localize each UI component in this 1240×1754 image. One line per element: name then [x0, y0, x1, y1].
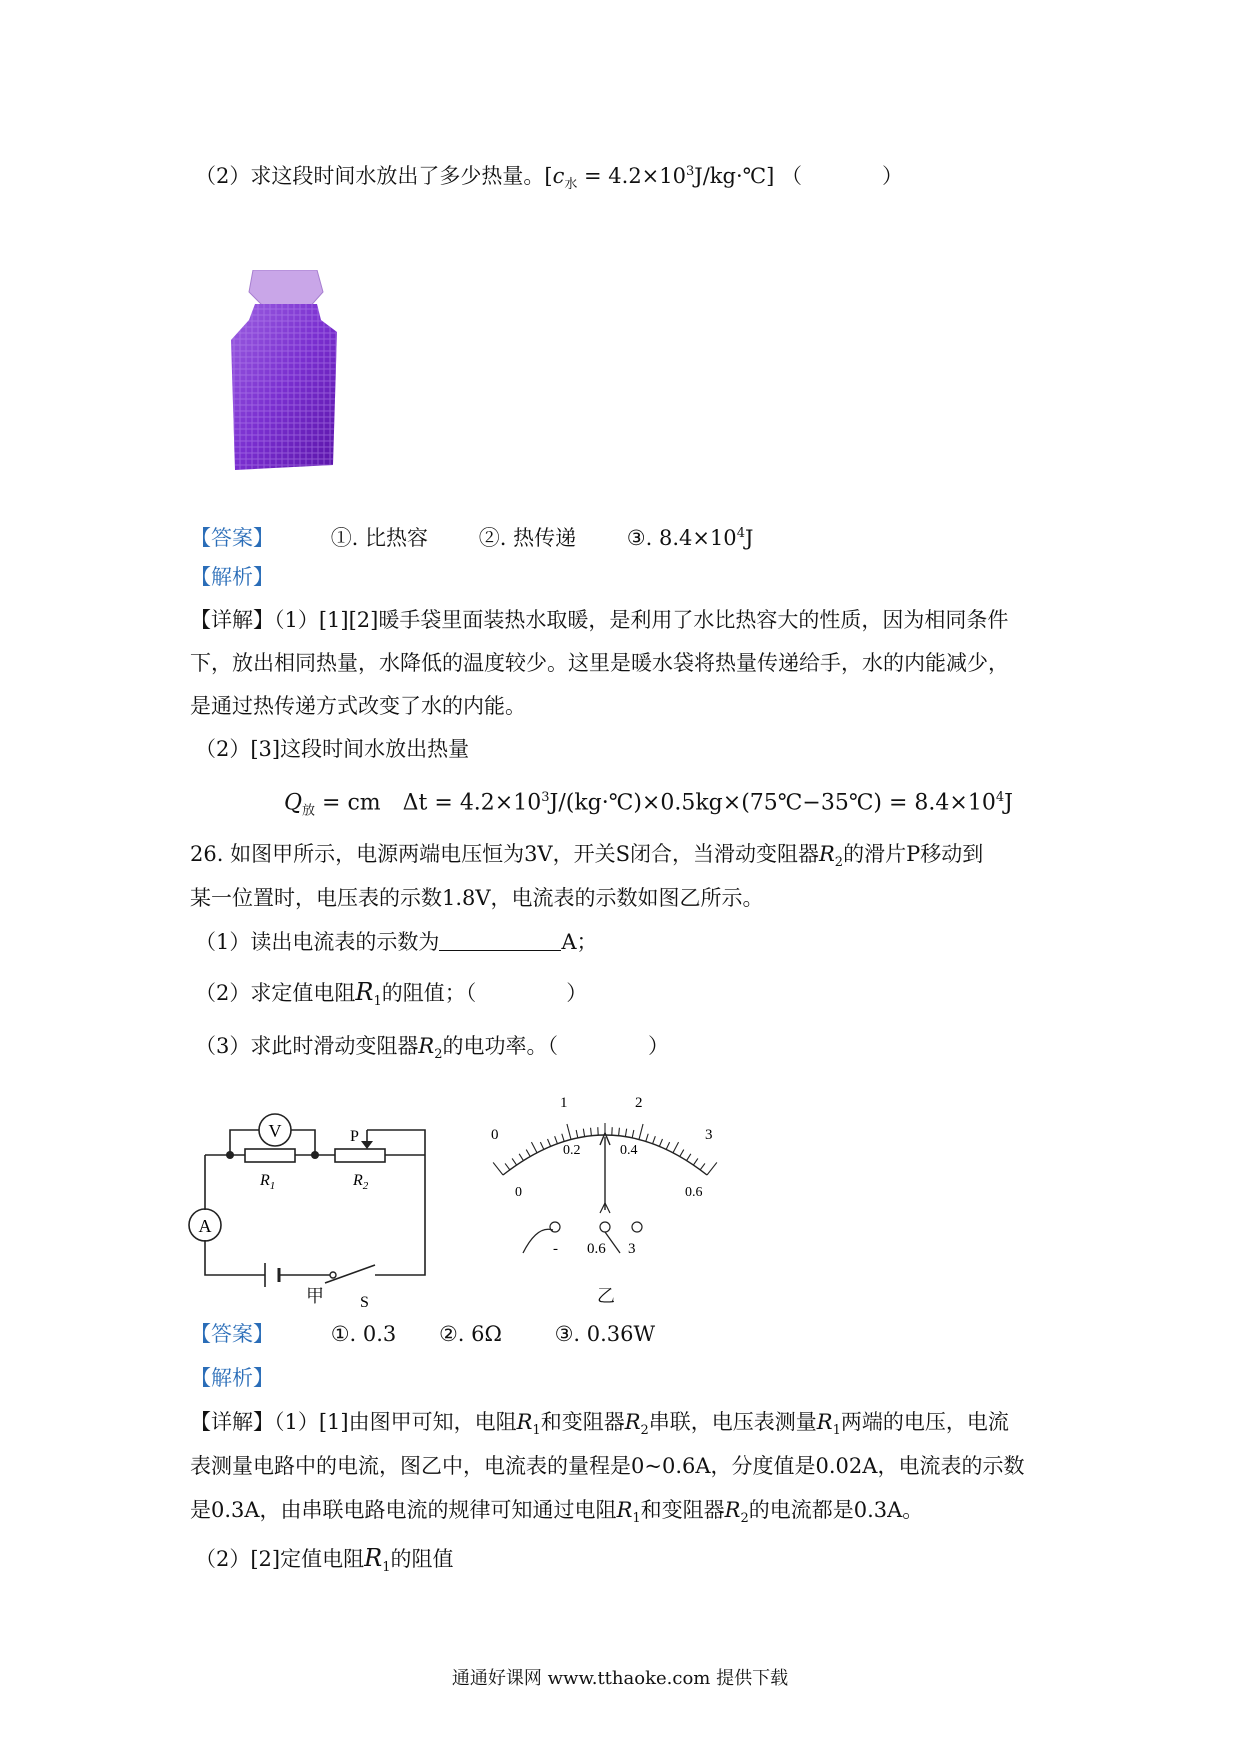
top-tick-0: 0: [491, 1127, 499, 1143]
top-tick-2: 2: [635, 1095, 643, 1111]
dial-tick: [555, 1136, 558, 1144]
r2-label: $R_2$: [353, 1172, 369, 1192]
dial-tick: [666, 1142, 669, 1149]
dial-tick: [526, 1150, 530, 1157]
q26-detail-4: （2）[2]定值电阻$R_1$的阻值: [195, 1544, 454, 1576]
bottom-tick-1: 0.2: [563, 1143, 581, 1158]
dial-tick: [673, 1142, 679, 1153]
dial-tick: [646, 1134, 648, 1142]
q25-answer: 【答案】 ①. 比热容 ②. 热传递 ③. $8.4\times 10^4J$: [190, 526, 754, 550]
q26-part2: （2）求定值电阻$R_1$的阻值；（ ）: [195, 978, 588, 1010]
q25-formula: $Q_放$ = cm $\Delta t = 4.2\times 10^3J/(kg\cdot℃)\times 0.5kg\times(75℃-35℃) = 8.4\times 10^4J$: [284, 790, 1013, 819]
answer-blank: [439, 930, 561, 951]
dial-tick: [632, 1130, 634, 1138]
dial-tick: [619, 1128, 620, 1136]
dial-tick: [548, 1139, 551, 1146]
top-tick-1: 1: [560, 1095, 568, 1111]
dial-tick: [653, 1136, 656, 1144]
page-footer: 通通好课网 www.tthaoke.com 提供下载: [451, 1668, 789, 1689]
q26-part1: （1）读出电流表的示数为 A；: [195, 930, 598, 954]
q26-analysis-tag: 【解析】: [190, 1366, 274, 1390]
terminal-minus: -: [553, 1241, 558, 1257]
voltmeter-label: V: [268, 1121, 282, 1141]
dial-tick: [531, 1142, 537, 1153]
q25-analysis-tag: 【解析】: [190, 565, 274, 589]
ammeter-label: A: [198, 1216, 212, 1236]
dial-tick: [693, 1158, 697, 1165]
q26-stem-1: 26. 如图甲所示，电源两端电压恒为3V，开关S闭合，当滑动变阻器$R_2$的滑片P移动到: [190, 842, 984, 871]
dial-tick: [625, 1129, 626, 1137]
bottom-tick-2: 0.4: [620, 1143, 638, 1158]
circuit-diagram: [185, 1085, 435, 1315]
dial-tick: [562, 1134, 564, 1142]
ammeter-dial: [475, 1085, 735, 1285]
r1-label: $R_1$: [260, 1172, 276, 1192]
bottom-tick-3: 0.6: [685, 1185, 703, 1200]
dial-tick: [493, 1162, 503, 1175]
switch-label: S: [360, 1294, 369, 1311]
dial-tick: [505, 1163, 510, 1169]
dial-tick: [583, 1129, 584, 1137]
meter-caption: 乙: [597, 1286, 615, 1307]
q25-detail-4: （2）[3]这段时间水放出热量: [195, 737, 470, 761]
q26-part3: （3）求此时滑动变阻器$R_2$的电功率。（ ）: [195, 1034, 669, 1063]
dial-tick: [659, 1139, 662, 1146]
q25-detail-3: 是通过热传递方式改变了水的内能。: [190, 694, 526, 718]
dial-tick: [700, 1163, 705, 1169]
dial-tick: [519, 1154, 523, 1161]
q25-detail-1: 【详解】（1）[1][2]暖手袋里面装热水取暖，是利用了水比热容大的性质，因为相同条件: [190, 608, 1009, 632]
dial-tick: [707, 1162, 717, 1175]
dial-tick: [591, 1128, 592, 1136]
hot-water-bag-image: [225, 270, 350, 470]
dial-tick: [540, 1142, 543, 1149]
q26-stem-2: 某一位置时，电压表的示数1.8V，电流表的示数如图乙所示。: [190, 886, 764, 910]
slider-label: P: [350, 1128, 359, 1145]
dial-tick: [567, 1124, 571, 1139]
q26-detail-2: 表测量电路中的电流，图乙中，电流表的量程是0~0.6A，分度值是0.02A，电流表的示数: [190, 1454, 1025, 1478]
dial-tick: [576, 1130, 578, 1138]
q26-detail-1: 【详解】（1）[1]由图甲可知，电阻$R_1$和变阻器$R_2$串联，电压表测量$R_1$两端的电压，电流: [190, 1410, 1009, 1439]
q26-answer: 【答案】 ①. 0.3 ②. 6Ω ③. 0.36W: [190, 1322, 656, 1346]
dial-tick: [687, 1154, 691, 1161]
dial-tick: [680, 1150, 684, 1157]
circuit-caption: 甲: [306, 1286, 324, 1307]
bottom-tick-0: 0: [515, 1185, 522, 1200]
terminal-3: 3: [628, 1241, 636, 1257]
dial-tick: [512, 1158, 516, 1165]
terminal-0-6: 0.6: [587, 1241, 606, 1257]
dial-tick: [639, 1124, 643, 1139]
q26-detail-3: 是0.3A，由串联电路电流的规律可知通过电阻$R_1$和变阻器$R_2$的电流都是0.3A。: [190, 1498, 924, 1527]
top-tick-3: 3: [705, 1127, 713, 1143]
q25-part2: （2）求这段时间水放出了多少热量。[$c_水$ = $4.2\times 10^3J/kg\cdot℃$] （ ）: [195, 164, 903, 193]
q25-detail-2: 下，放出相同热量，水降低的温度较少。这里是暖水袋将热量传递给手，水的内能减少，: [190, 651, 1009, 675]
